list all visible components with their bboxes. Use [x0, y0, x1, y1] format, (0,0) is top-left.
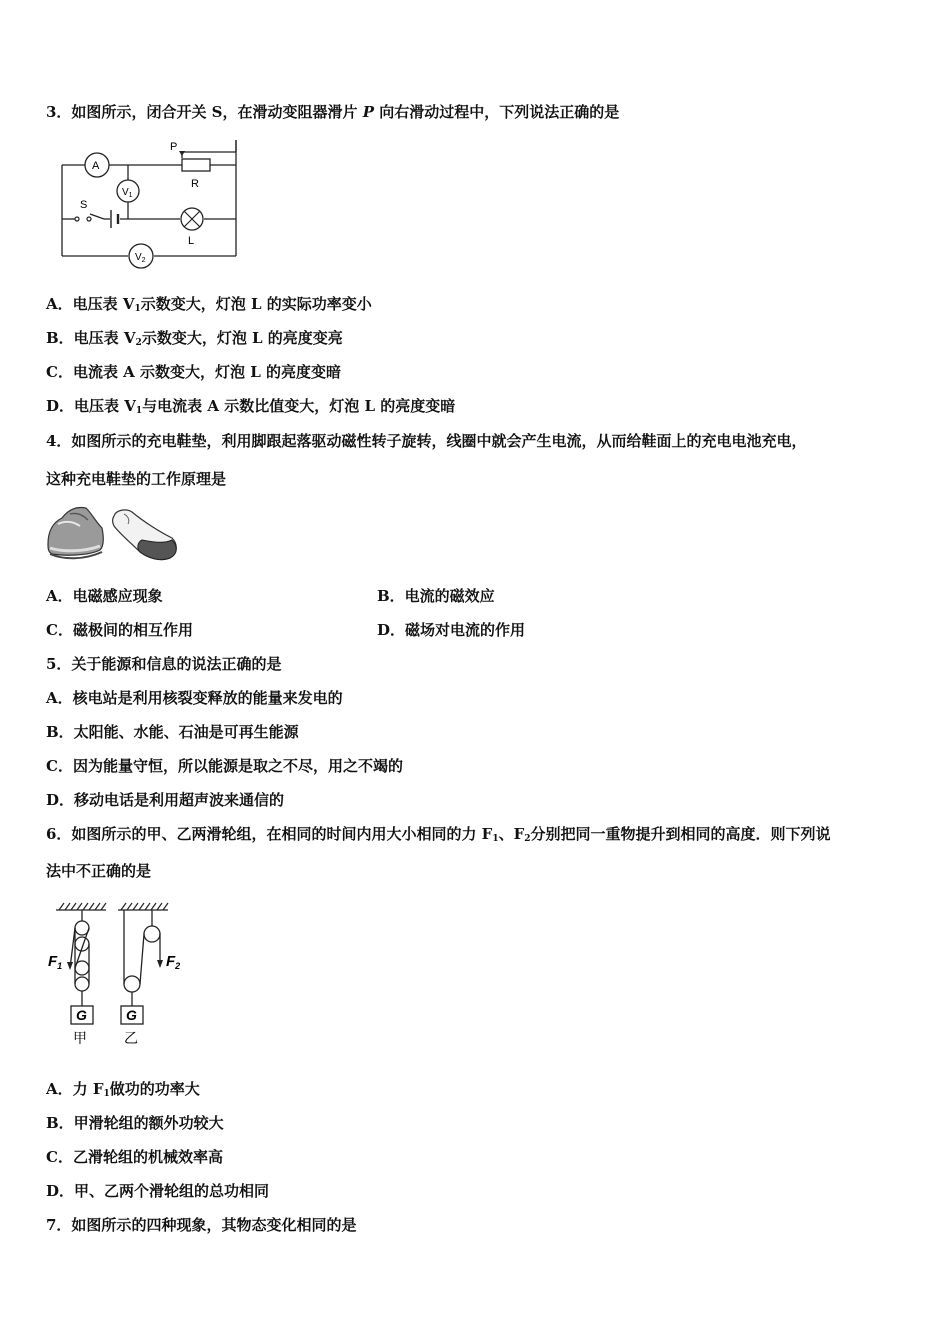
q5-option-b: B．太阳能、水能、石油是可再生能源: [46, 723, 299, 741]
q6-stem-line2: 法中不正确的是: [46, 862, 152, 880]
q7-stem: 7．如图所示的四种现象，其物态变化相同的是: [46, 1216, 357, 1234]
label-f2: $F_2$: [166, 953, 181, 971]
q3-circuit-figure: [52, 134, 247, 269]
slider-arrow: [179, 151, 185, 156]
q5-option-d: D．移动电话是利用超声波来通信的: [46, 791, 285, 809]
q3-option-a: A．电压表 $V_1$示数变大，灯泡 L 的实际功率变小: [46, 295, 372, 314]
q5-stem: 5．关于能源和信息的说法正确的是: [46, 655, 282, 673]
label-s: S: [80, 199, 88, 211]
q3-option-d: D．电压表 $V_1$与电流表 A 示数比值变大，灯泡 L 的亮度变暗: [46, 397, 456, 416]
insole-image: [113, 510, 177, 560]
label-l: L: [188, 235, 195, 247]
jia-movable-pulley-lower: [75, 977, 89, 991]
q3-stem: 3．如图所示，闭合开关 S，在滑动变阻器滑片 P 向右滑动过程中，下列说法正确的是: [46, 103, 620, 121]
label-ammeter: A: [92, 160, 100, 172]
label-v2: $V_2$: [135, 252, 146, 264]
label-p: P: [170, 141, 178, 153]
q3-option-c: C．电流表 A 示数变大，灯泡 L 的亮度变暗: [46, 363, 342, 381]
yi-fixed-pulley: [144, 926, 160, 942]
shoe-image: [48, 507, 103, 558]
q6-pulley-figure: [44, 898, 194, 1048]
label-g-jia: G: [76, 1007, 87, 1023]
q4-stem-line2: 这种充电鞋垫的工作原理是: [46, 470, 227, 488]
yi-arrow: [157, 960, 163, 968]
label-r: R: [191, 178, 199, 190]
q6-option-d: D．甲、乙两个滑轮组的总功相同: [46, 1182, 270, 1200]
q4-shoe-insole-figure: [44, 500, 180, 568]
q5-option-c: C．因为能量守恒，所以能源是取之不尽，用之不竭的: [46, 757, 403, 775]
q6-stem-line1: 6．如图所示的甲、乙两滑轮组，在相同的时间内用大小相同的力 $F_1$、$F_2$分别把同一重物提升到相同的高度．则下列说: [46, 825, 831, 844]
label-jia: 甲: [73, 1030, 87, 1046]
q4-option-c: C．磁极间的相互作用: [46, 621, 193, 639]
q6-option-c: C．乙滑轮组的机械效率高: [46, 1148, 223, 1166]
ceiling-hatch-left: [56, 903, 106, 910]
q6-option-b: B．甲滑轮组的额外功较大: [46, 1114, 224, 1132]
label-yi: 乙: [124, 1030, 138, 1046]
q6-option-a: A．力 $F_1$做功的功率大: [46, 1080, 200, 1099]
resistor-r: [182, 159, 210, 171]
q4-option-a: A．电磁感应现象: [46, 587, 163, 605]
q4-option-b: B．电流的磁效应: [377, 587, 495, 605]
switch-contact: [75, 217, 79, 221]
q4-option-d: D．磁场对电流的作用: [377, 621, 526, 639]
jia-arrow: [67, 962, 73, 970]
q5-option-a: A．核电站是利用核裂变释放的能量来发电的: [46, 689, 343, 707]
q4-stem-line1: 4．如图所示的充电鞋垫，利用脚跟起落驱动磁性转子旋转，线圈中就会产生电流，从而给鞋面上的充电电池充电，: [46, 432, 807, 450]
q3-option-b: B．电压表 $V_2$示数变大，灯泡 L 的亮度变亮: [46, 329, 343, 348]
label-g-yi: G: [126, 1007, 137, 1023]
switch-contact: [87, 217, 91, 221]
label-v1: $V_1$: [122, 187, 133, 199]
yi-movable-pulley: [124, 976, 140, 992]
ceiling-hatch-right: [118, 903, 168, 910]
label-f1: $F_1$: [48, 953, 63, 971]
